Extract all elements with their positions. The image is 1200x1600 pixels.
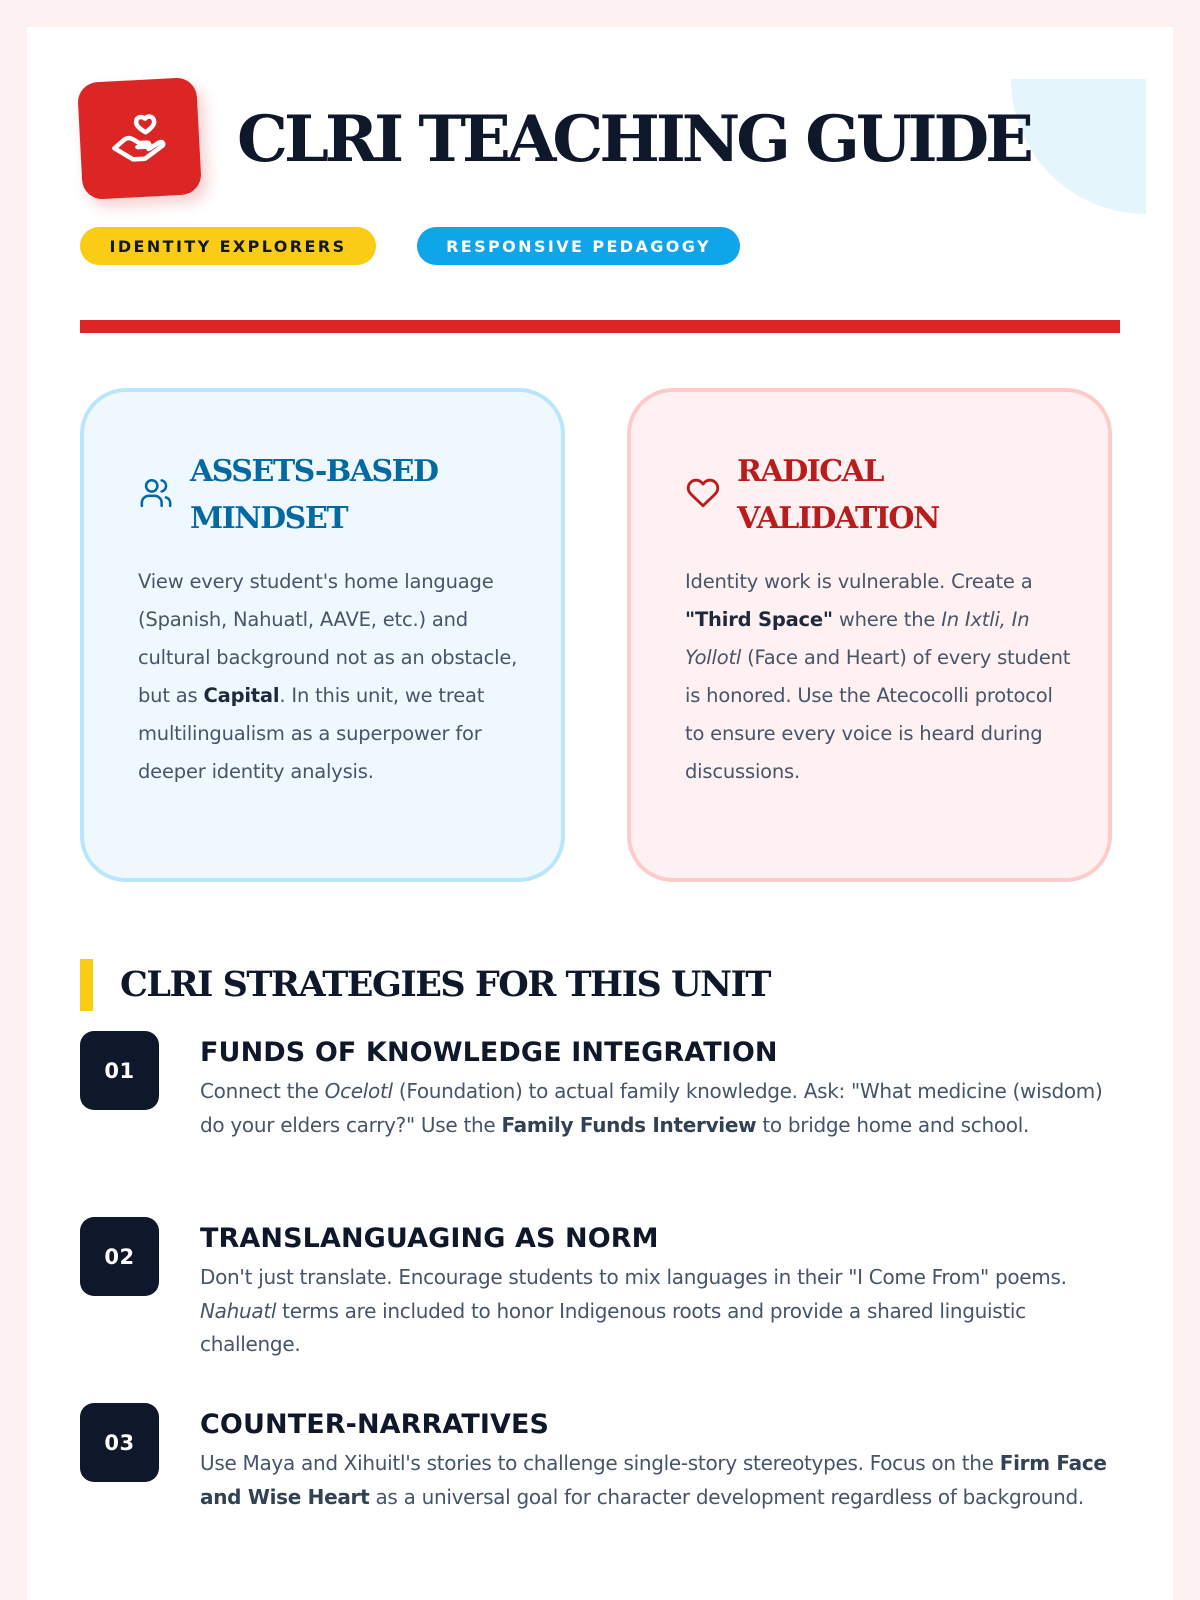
corner-decoration <box>1011 79 1146 214</box>
guide-page <box>27 27 1173 1600</box>
strategy-description: Don't just translate. Encourage students to mix languages in their "I Come From" poems. Nahuatl terms are included to honor Indigenous roots and provide a shared linguistic challenge. <box>200 1265 1067 1356</box>
page-title: CLRI TEACHING GUIDE <box>237 102 1030 177</box>
strategy-description: Connect the Ocelotl (Foundation) to actual family knowledge. Ask: "What medicine (wisdom) do your elders carry?" Use the Family Funds Interview to bridge home and school. <box>200 1079 1103 1137</box>
card-text: Identity work is vulnerable. Create a "Third Space" where the In Ixtli, In Yollotl (Face and Heart) of every student is honored. Use the Atecocolli protocol to ensure every voice is heard during discussions. <box>685 570 1071 783</box>
card-title: ASSETS-BASED MINDSET <box>190 454 438 536</box>
strategy-description: Use Maya and Xihuitl's stories to challenge single-story stereotypes. Focus on the Firm Face and Wise Heart as a universal goal for character development regardless of background. <box>200 1451 1107 1509</box>
assets-based-mindset-card <box>80 388 565 882</box>
users-icon <box>139 476 173 510</box>
heart-icon <box>686 476 720 510</box>
card-text: View every student's home language (Spanish, Nahuatl, AAVE, etc.) and cultural background not as an obstacle, but as Capital. In this unit, we treat multilingualism as a superpower for deeper identity analysis. <box>138 570 518 783</box>
tag-responsive-pedagogy: RESPONSIVE PEDAGOGY <box>417 227 740 265</box>
hand-heart-icon <box>77 77 202 200</box>
radical-validation-card <box>627 388 1112 882</box>
strategy-title: COUNTER-NARRATIVES <box>200 1409 550 1440</box>
strategy-title: FUNDS OF KNOWLEDGE INTEGRATION <box>200 1037 778 1068</box>
tag-identity-explorers: IDENTITY EXPLORERS <box>80 227 376 265</box>
strategy-number-badge: 02 <box>80 1217 159 1296</box>
section-title: CLRI STRATEGIES FOR THIS UNIT <box>120 964 770 1005</box>
section-accent-bar <box>80 959 93 1011</box>
header-divider <box>80 320 1120 333</box>
strategy-title: TRANSLANGUAGING AS NORM <box>200 1223 659 1254</box>
strategy-number-badge: 01 <box>80 1031 159 1110</box>
card-title: RADICAL VALIDATION <box>737 454 939 536</box>
strategy-number-badge: 03 <box>80 1403 159 1482</box>
